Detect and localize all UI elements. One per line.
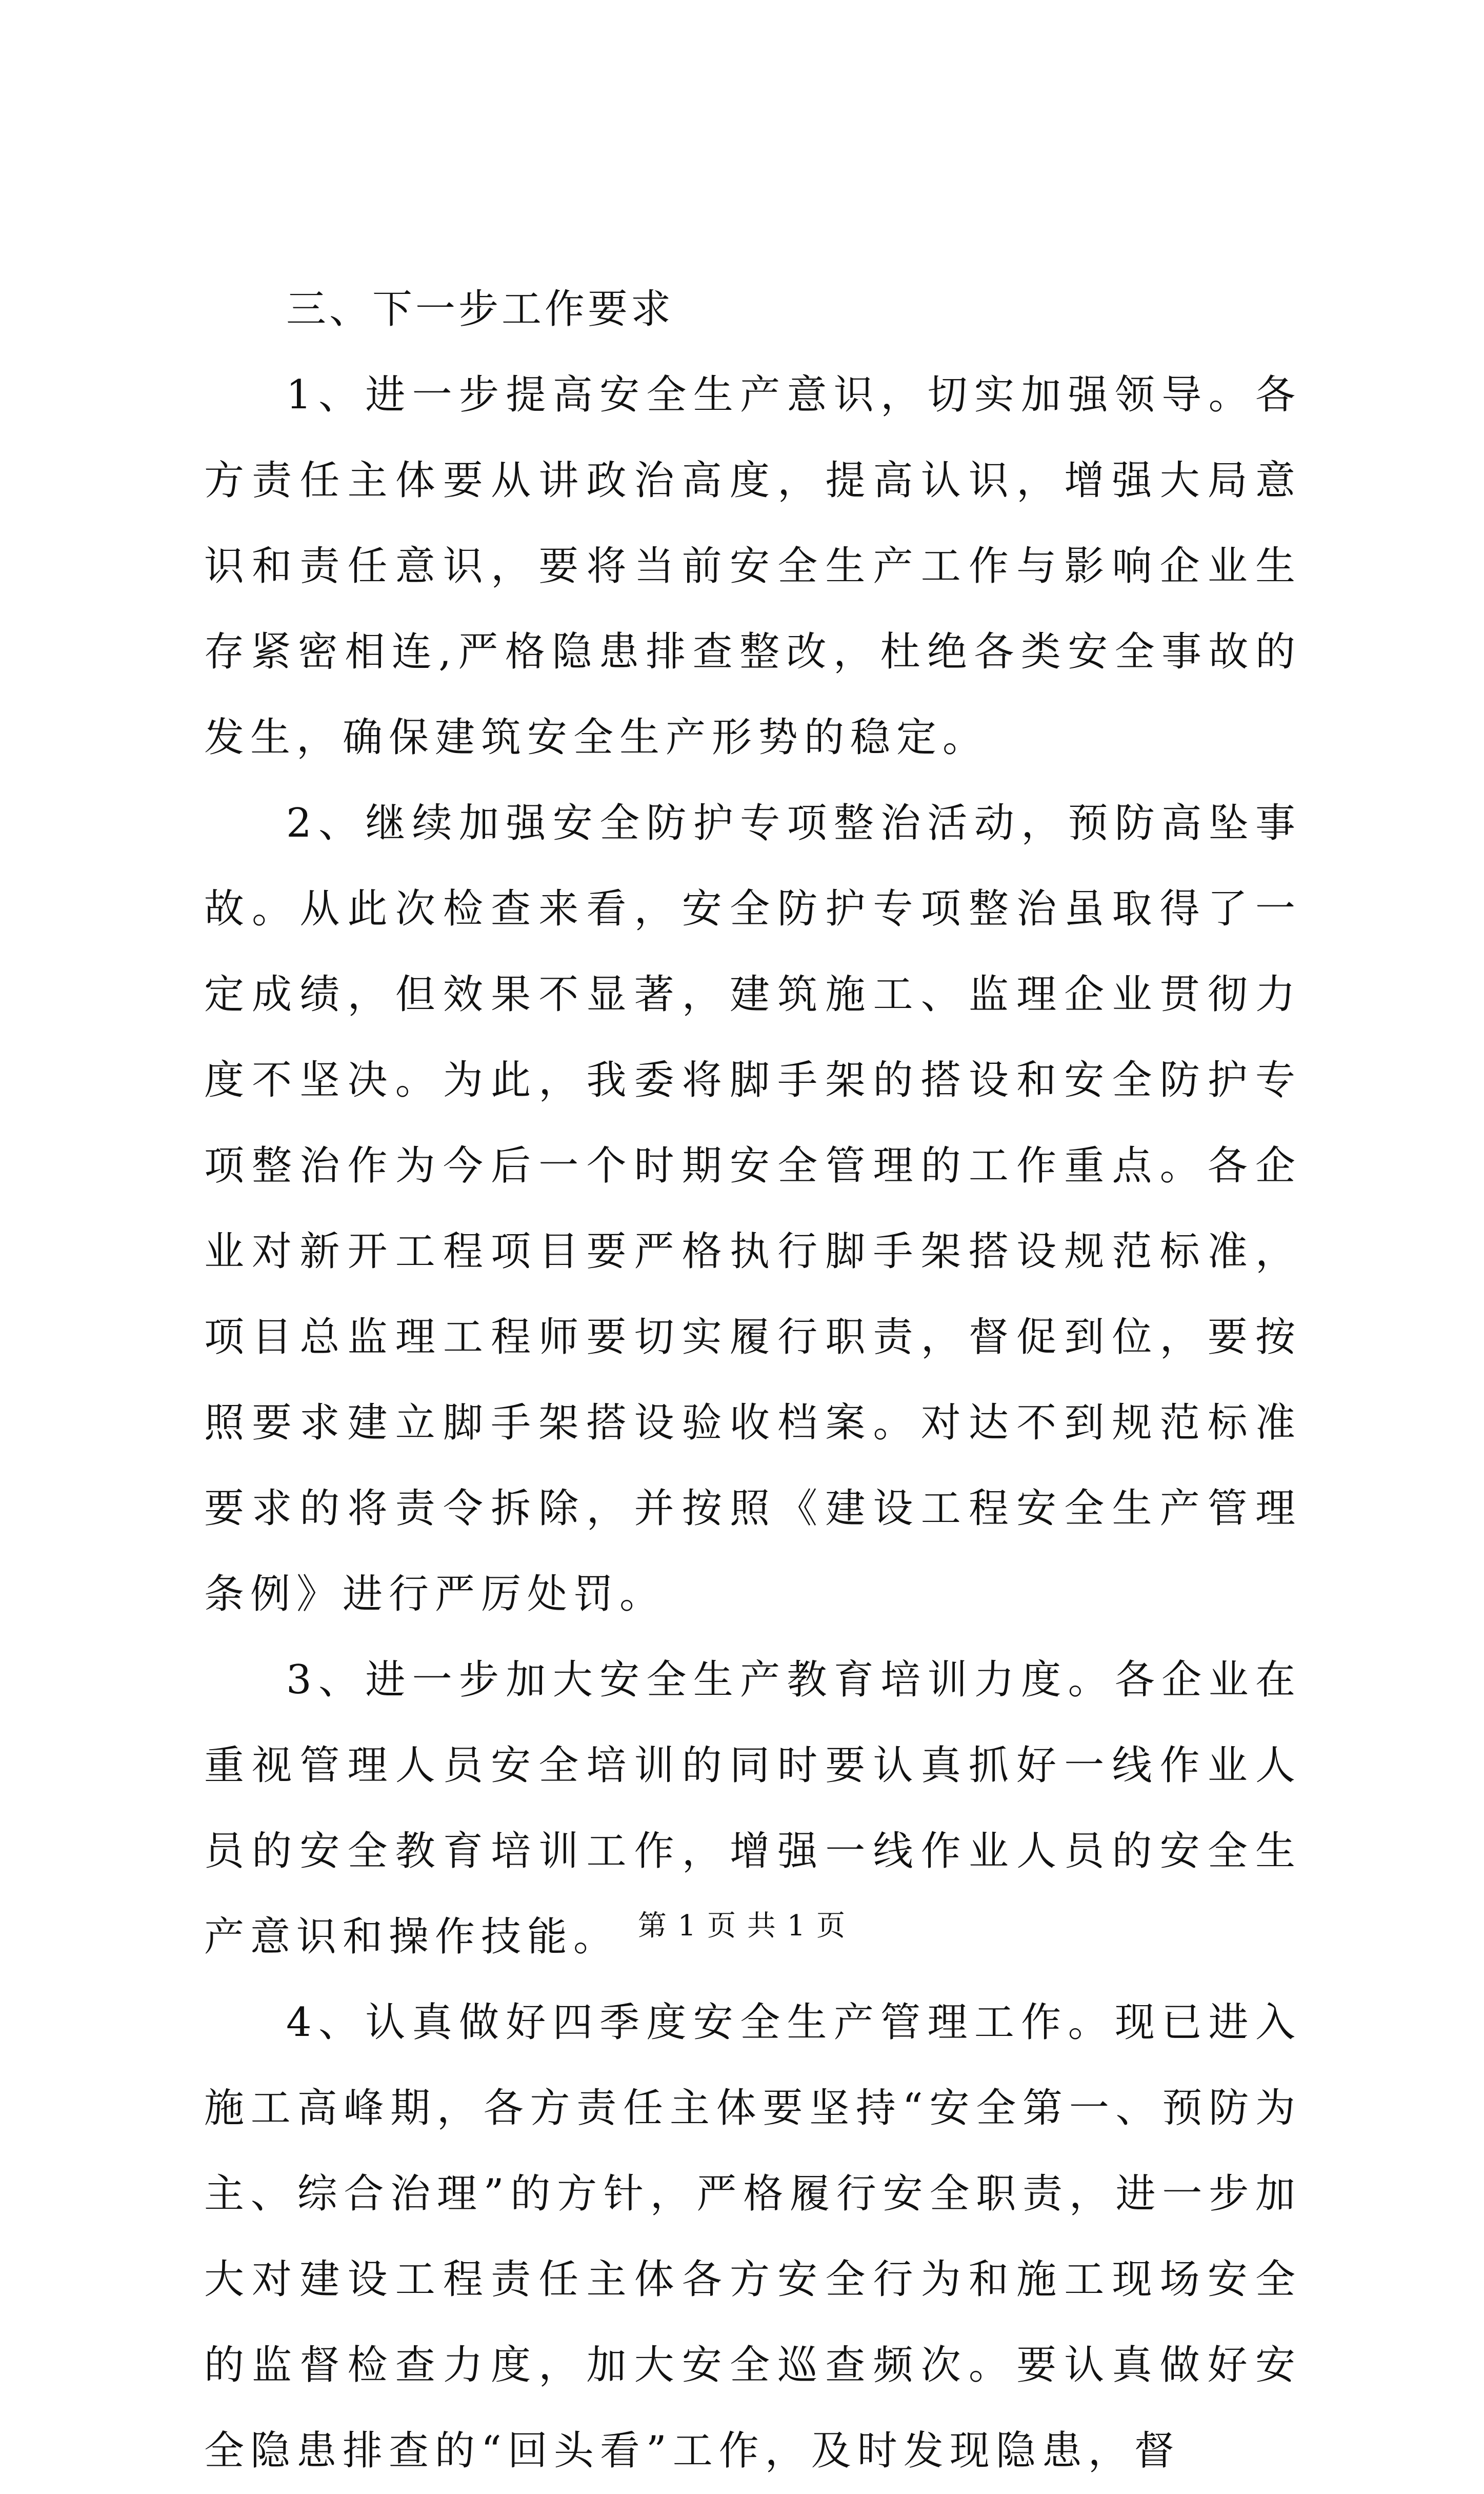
section-heading: 三、下一步工作要求 <box>286 286 674 332</box>
page-footer: 第 1 页 共 1 页 <box>637 1909 847 1943</box>
paragraph-1: 1、进一步提高安全生产意识，切实加强领导。各方责任主体要从讲政治高度，提高认识，增强大局意识和责任意识，要将当前安全生产工作与影响企业生存紧密相连,严格隐患排查整改，杜绝各类安全事故的发生，确保建筑安全生产形势的稳定。 <box>204 372 1301 761</box>
paragraph-2: 2、继续加强安全防护专项整治活动，预防高坠事故。从此次检查来看，安全防护专项整治虽取得了一定成绩，但效果不显著，建筑施工、监理企业贯彻力度不坚决。为此，我委将脚手架的搭设和安全防护专项整治作为今后一个时期安全管理的工作重点。各企业对新开工程项目要严格执行脚手架搭设规范标准，项目总监理工程师要切实履行职责，督促到位，要按照要求建立脚手架搭设验收档案。对达不到规范标准要求的将责令拆除，并按照《建设工程安全生产管理条例》进行严厉处罚。 <box>204 800 1301 1617</box>
paragraph-4: 4、认真做好四季度安全生产管理工作。现已进入施工高峰期，各方责任主体要坚持“安全第一、预防为主、综合治理”的方针，严格履行安全职责，进一步加大对建设工程责任主体各方安全行为和施工现场安全的监督检查力度，加大安全巡查频次。要认真做好安全隐患排查的“回头看”工作，及时发现隐患，督 <box>204 2000 1301 2474</box>
document-body <box>204 267 1301 2494</box>
paragraph-3: 3、进一步加大安全生产教育培训力度。各企业在重视管理人员安全培训的同时要认真抓好一线作业人员的安全教育培训工作，增强一线作业人员的安全生产意识和操作技能。 <box>204 1657 1301 1960</box>
